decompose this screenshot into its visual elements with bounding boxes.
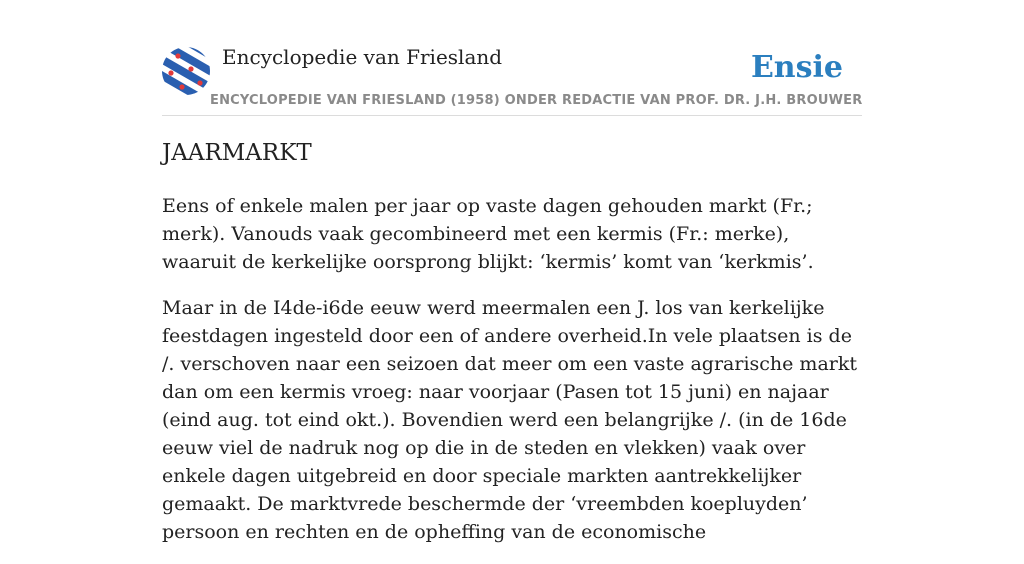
site-title[interactable]: Encyclopedie van Friesland (222, 45, 503, 69)
frisian-flag-logo-icon (162, 47, 210, 95)
article-body (162, 192, 862, 564)
site-logo[interactable] (162, 47, 210, 95)
article-paragraph: Eens of enkele malen per jaar op vaste dagen gehouden markt (Fr.; merk). Vanouds vaak gecombineerd met een kermis (Fr.: merke), waaruit de kerkelijke oorsprong blijkt: ‘kermis’ komt van ‘kerkmis’. (162, 195, 814, 273)
article-paragraph: Maar in de I4de-i6de eeuw werd meermalen een J. los van kerkelijke feestdagen ingesteld door een of andere overheid.In vele plaatsen is de /. verschoven naar een seizoen dat meer om een vaste agrarische markt dan om een kermis vroeg: naar voorjaar (Pasen tot 15 juni) en najaar (eind aug. tot eind okt.). Bovendien werd een belangrijke /. (in de 16de eeuw viel de nadruk nog op die in de steden en vlekken) vaak over enkele dagen uitgebreid en door speciale markten aantrekkelijker gemaakt. De marktvrede beschermde der ‘vreembden koepluyden’ persoon en rechten en de opheffing van de economische (162, 297, 858, 543)
site-subtitle: ENCYCLOPEDIE VAN FRIESLAND (1958) ONDER REDACTIE VAN PROF. DR. J.H. BROUWER (210, 93, 863, 108)
header-divider (162, 115, 862, 116)
ensie-brand-link[interactable]: Ensie (750, 50, 843, 85)
article-headword: JAARMARKT (162, 140, 312, 166)
